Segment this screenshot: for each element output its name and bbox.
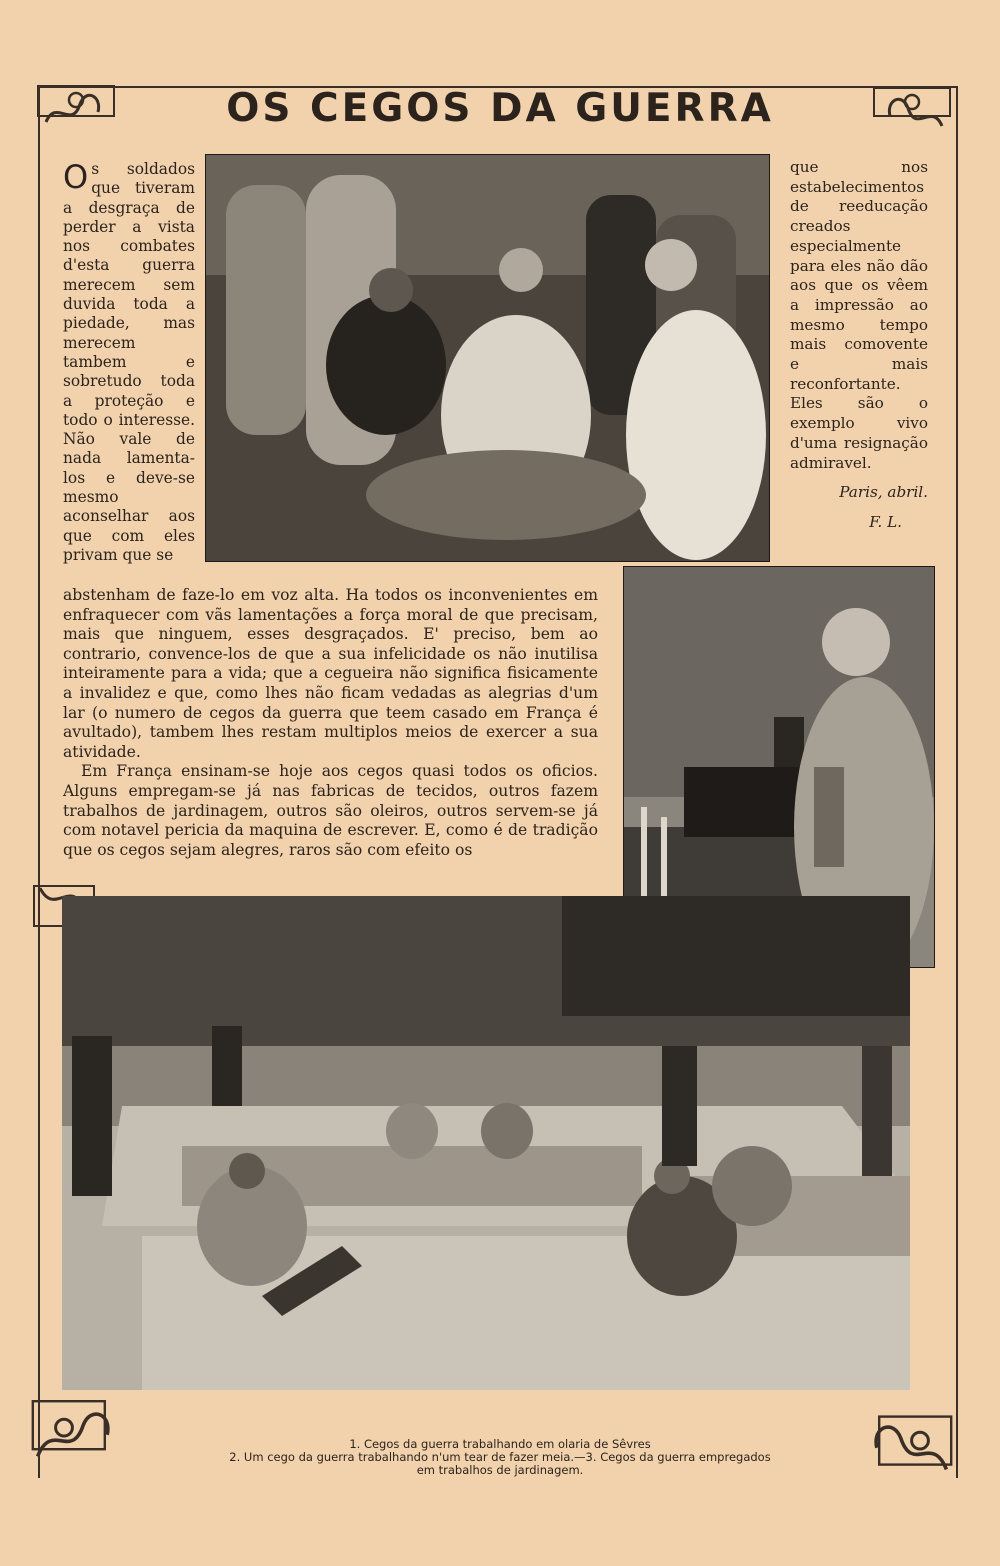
body-paragraph-1: abstenham de faze-lo em voz alta. Ha todos os inconvenientes em enfraquecer com vãs lamentações a força moral de que precisam, mais que ninguem, esses desgraçados. E' preciso, bem ao contrario, convence-los de que a sua infelicidade os não inutilisa inteiramente para a vida; que a cegueira não significa fisicamente a invalidez e que, como lhes não ficam vedadas as alegrias d'um lar (o numero de cegos da guerra que teem casado em França é avultado), tambem lhes restam multiplos meios de exercer a sua atividade. — [63, 586, 598, 761]
caption-line-3: em trabalhos de jardinagem. — [416, 1463, 584, 1477]
article-title: OS CEGOS DA GUERRA — [226, 86, 774, 131]
article-body — [63, 586, 598, 860]
top-left-ornament — [36, 78, 116, 134]
left-column-text — [63, 160, 195, 565]
right-column-text — [790, 158, 928, 533]
pottery-workshop-photo — [205, 154, 770, 562]
body-paragraph-2: Em França ensinam-se hoje aos cegos quasi todos os oficios. Alguns empregam-se já nas fabricas de tecidos, outros fazem trabalhos de jardinagem, outros são oleiros, outros servem-se já com notavel pericia da maquina de escrever. E, como é de tradição que os cegos sejam alegres, raros são com efeito os — [63, 762, 598, 859]
right-column-paragraph: que nos estabelecimentos de reeducação creados especialmente para eles não dão aos que os vêem a impressão ao mesmo tempo mais comovente e mais reconfortante. Eles são o exemplo vivo d'uma resignação admiravel. — [790, 158, 928, 472]
gardening-photo — [62, 896, 910, 1390]
caption-line-1: 1. Cegos da guerra trabalhando em olaria de Sêvres — [349, 1437, 651, 1451]
photo-captions — [120, 1438, 880, 1477]
left-column-paragraph: s soldados que tiveram a desgraça de perder a vista nos combates d'esta guerra merecem sem duvida toda a piedade, mas merecem tambem e sobretudo toda a proteção e todo o interesse. Não vale de nada lamenta-los e deve-se mesmo aconselhar aos que com eles privam que se — [63, 160, 195, 564]
top-right-ornament — [872, 82, 952, 138]
author-initials: F. L. — [869, 512, 902, 531]
caption-line-2: 2. Um cego da guerra trabalhando n'um tear de fazer meia.—3. Cegos da guerra empregados — [229, 1450, 771, 1464]
place-date: Paris, abril. — [839, 483, 928, 502]
bottom-left-ornament — [28, 1392, 124, 1468]
drop-cap: O — [63, 158, 89, 196]
